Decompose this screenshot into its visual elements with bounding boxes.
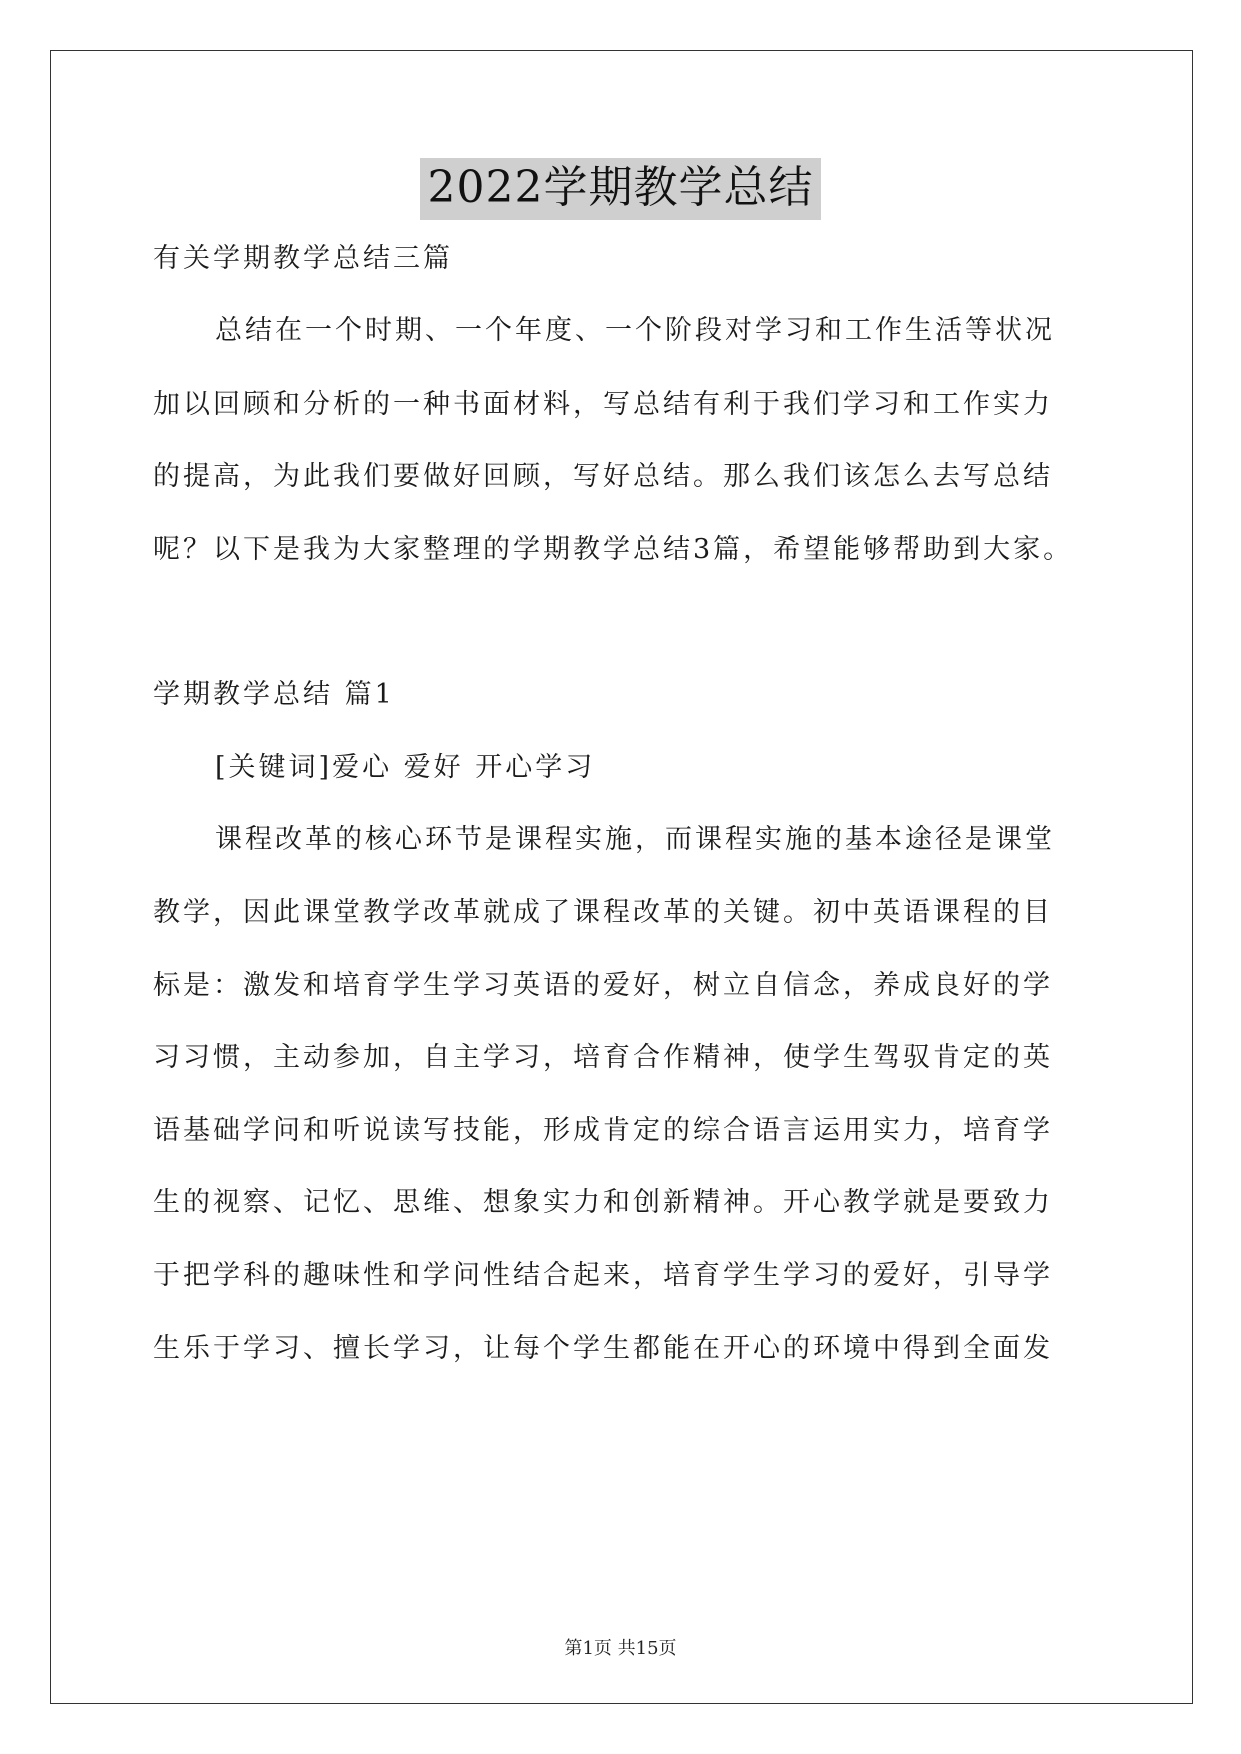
page-footer: 第1页 共15页 [564, 1638, 677, 1659]
body-line: 习习惯，主动参加，自主学习，培育合作精神，使学生驾驭肯定的英 [153, 1042, 1053, 1073]
document-subtitle: 有关学期教学总结三篇 [153, 243, 453, 274]
keywords-line: [关键词]爱心 爱好 开心学习 [215, 752, 596, 783]
document-title: 2022学期教学总结 [420, 158, 822, 220]
title-container [0, 158, 1241, 220]
intro-line: 的提高，为此我们要做好回顾，写好总结。那么我们该怎么去写总结 [153, 461, 1053, 492]
body-line: 生的视察、记忆、思维、想象实力和创新精神。开心教学就是要致力 [153, 1187, 1053, 1218]
intro-line: 呢？以下是我为大家整理的学期教学总结3篇，希望能够帮助到大家。 [153, 534, 1074, 565]
body-line: 生乐于学习、擅长学习，让每个学生都能在开心的环境中得到全面发 [153, 1333, 1053, 1364]
body-line: 课程改革的核心环节是课程实施，而课程实施的基本途径是课堂 [215, 824, 1055, 855]
section-heading: 学期教学总结 篇1 [153, 679, 395, 710]
intro-line: 加以回顾和分析的一种书面材料，写总结有利于我们学习和工作实力 [153, 389, 1053, 420]
body-line: 标是：激发和培育学生学习英语的爱好，树立自信念，养成良好的学 [153, 970, 1053, 1001]
body-line: 语基础学问和听说读写技能，形成肯定的综合语言运用实力，培育学 [153, 1115, 1053, 1146]
intro-line: 总结在一个时期、一个年度、一个阶段对学习和工作生活等状况 [215, 315, 1055, 346]
body-line: 教学，因此课堂教学改革就成了课程改革的关键。初中英语课程的目 [153, 897, 1053, 928]
body-line: 于把学科的趣味性和学问性结合起来，培育学生学习的爱好，引导学 [153, 1260, 1053, 1291]
page-border [50, 50, 1193, 1704]
